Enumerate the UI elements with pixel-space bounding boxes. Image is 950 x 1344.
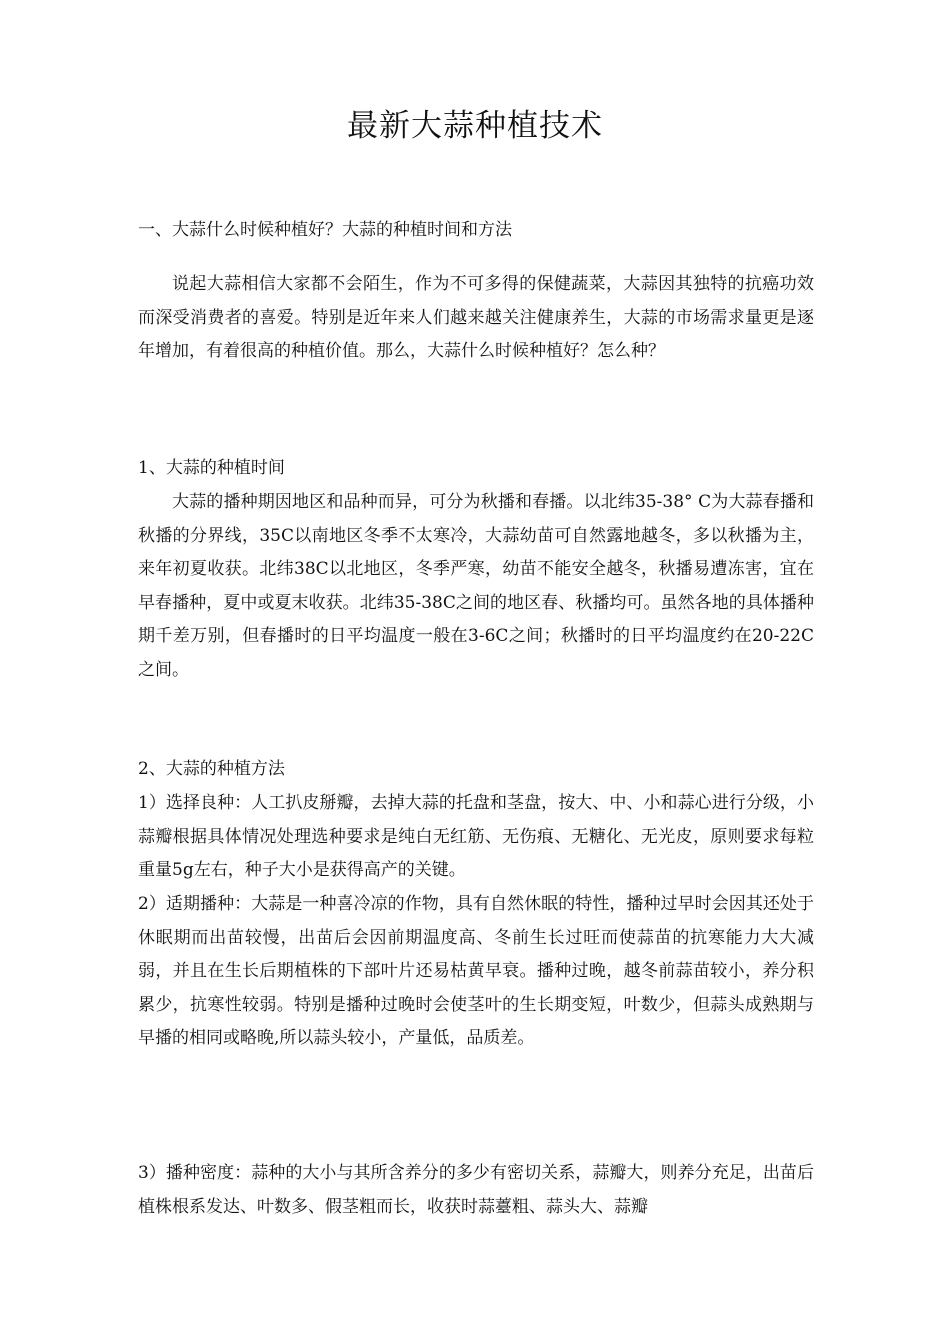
subheading-planting-method: 2、大蒜的种植方法: [138, 759, 285, 779]
step-select-seed: 1）选择良种：人工扒皮掰瓣，去掉大蒜的托盘和茎盘，按大、中、小和蒜心进行分级，小蒜瓣根据具体情况处理选种要求是纯白无红筋、无伤痕、无糖化、无光皮，原则要求每粒重量5g左右，种子大小是获得高产的关键。: [138, 793, 814, 881]
intro-paragraph: 说起大蒜相信大家都不会陌生，作为不可多得的保健蔬菜，大蒜因其独特的抗癌功效而深受消费者的喜爱。特别是近年来人们越来越关注健康养生，大蒜的市场需求量更是逐年增加，有着很高的种植价值。那么，大蒜什么时候种植好？怎么种？: [138, 274, 814, 362]
section-heading-1: 一、大蒜什么时候种植好？大蒜的种植时间和方法: [138, 220, 512, 240]
step-sowing-density: 3）播种密度：蒜种的大小与其所含养分的多少有密切关系，蒜瓣大，则养分充足，出苗后植株根系发达、叶数多、假茎粗而长，收获时蒜薹粗、蒜头大、蒜瓣: [138, 1163, 814, 1217]
subheading-planting-time: 1、大蒜的种植时间: [138, 458, 285, 478]
planting-time-paragraph: 大蒜的播种期因地区和品种而异，可分为秋播和春播。以北纬35-38° C为大蒜春播和秋播的分界线，35C以南地区冬季不太寒冷，大蒜幼苗可自然露地越冬，多以秋播为主，来年初夏收获。北纬38C以北地区，冬季严寒，幼苗不能安全越冬，秋播易遭冻害，宜在早春播种，夏中或夏末收获。北纬35-38C之间的地区春、秋播均可。虽然各地的具体播种期千差万别，但春播时的日平均温度一般在3-6C之间；秋播时的日平均温度约在20-22C之间。: [138, 492, 814, 680]
page-title: 最新大蒜种植技术: [347, 108, 603, 144]
step-timely-sowing: 2）适期播种：大蒜是一种喜冷凉的作物，具有自然休眠的特性，播种过早时会因其还处于休眠期而出苗较慢，出苗后会因前期温度高、冬前生长过旺而使蒜苗的抗寒能力大大减弱，并且在生长后期植株的下部叶片还易枯黄早衰。播种过晚，越冬前蒜苗较小，养分积累少，抗寒性较弱。特别是播种过晚时会使茎叶的生长期变短，叶数少，但蒜头成熟期与早播的相同或略晚,所以蒜头较小，产量低，品质差。: [138, 894, 814, 1049]
